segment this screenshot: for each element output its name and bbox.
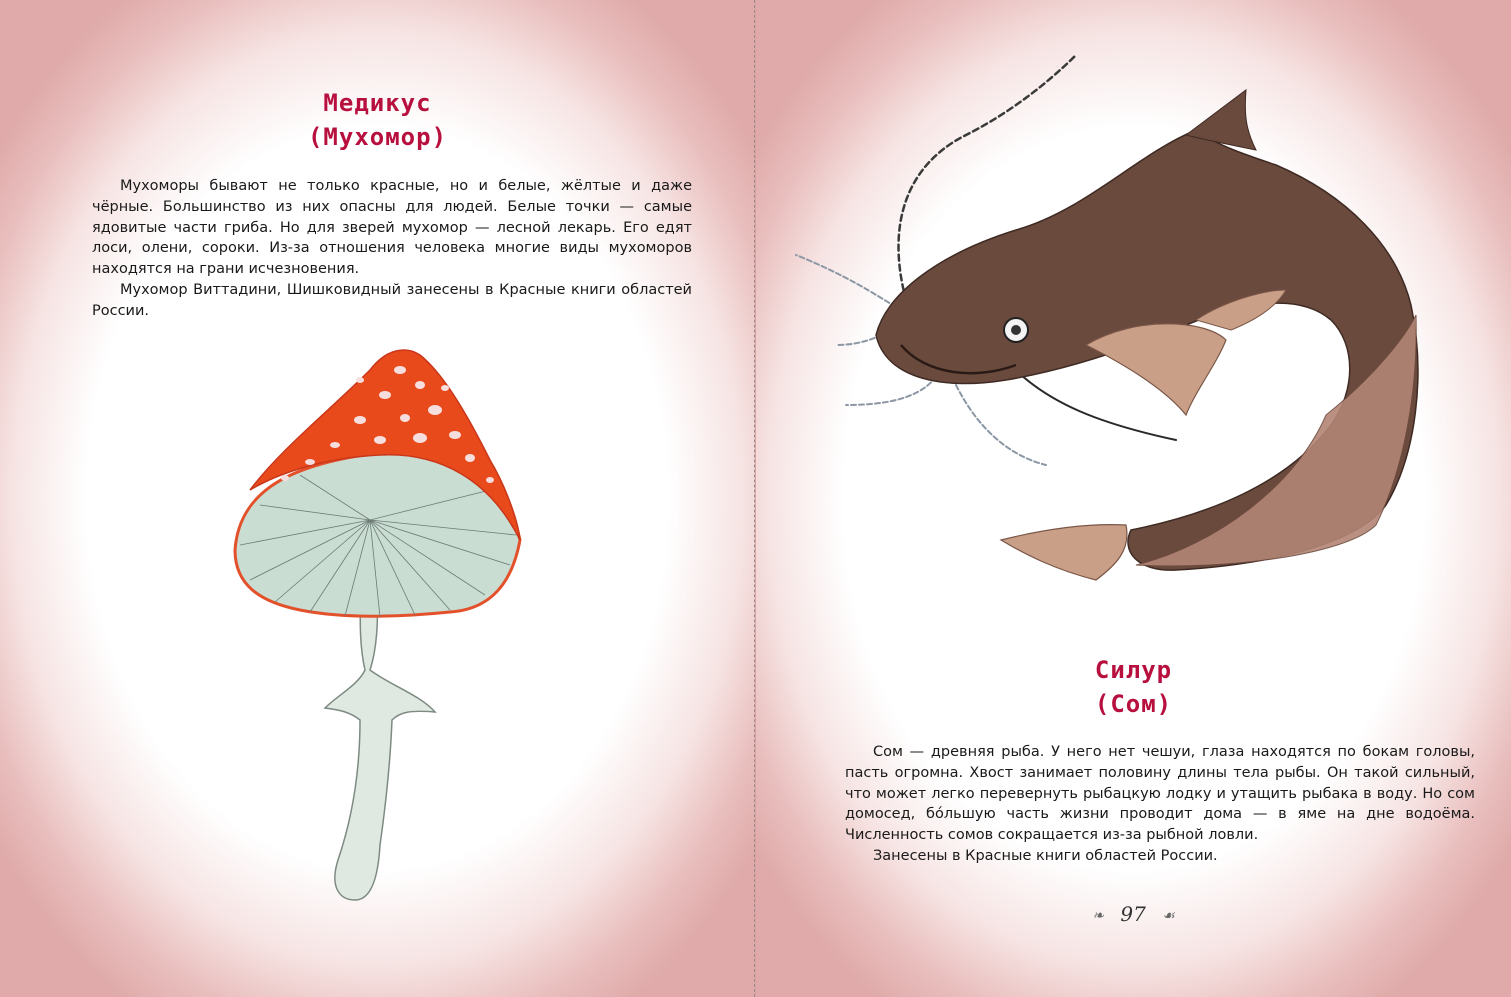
left-paragraph-2: Мухомор Виттадини, Шишковидный занесены в Красные книги областей России. <box>92 281 692 319</box>
right-body-text <box>845 742 1475 867</box>
catfish-pectoral-fin <box>1086 324 1226 415</box>
catfish-icon <box>786 45 1486 605</box>
right-paragraph-2: Занесены в Красные книги областей России. <box>873 847 1218 864</box>
left-page-title <box>0 86 755 154</box>
right-title-line-1: Силур <box>1094 656 1173 684</box>
left-page <box>0 0 755 997</box>
right-title-line-2: (Сом) <box>1094 690 1173 718</box>
catfish-tail-fin <box>1001 525 1127 580</box>
page-footer <box>756 902 1511 926</box>
flourish-left-icon: ❧ <box>1092 907 1104 924</box>
left-paragraph-1: Мухоморы бывают не только красные, но и белые, жёлтые и даже чёрные. Большинство из них опасны для людей. Белые точки — самые ядовитые части гриба. Но для зверей мухомор — лесной лекарь. Его едят лоси, олени, сороки. Из-за отношения человека многие виды мухоморов находятся на грани исчезновения. <box>92 178 692 278</box>
page-number: 97 <box>1120 902 1146 926</box>
right-page <box>756 0 1511 997</box>
fly-agaric-mushroom-icon <box>220 340 540 920</box>
left-title-line-2: (Мухомор) <box>307 123 448 151</box>
catfish-whisker-left-1 <box>796 255 896 307</box>
page-fold <box>754 0 755 997</box>
flourish-right-icon: ☙ <box>1162 907 1175 924</box>
right-paragraph-1: Сом — древняя рыба. У него нет чешуи, глаза находятся по бокам головы, пасть огромна. Хвост занимает половину длины тела рыбы. Он такой сильный, что может легко перевернуть рыбацкую лодку и утащить рыбака в воду. Но сом домосед, бо́льшую часть жизни проводит дома — в яме на дне водоёма. Численность сомов сокращается из-за рыбной ловли. <box>845 744 1475 844</box>
right-page-title <box>756 653 1511 721</box>
catfish-whisker-lower-2 <box>956 385 1046 465</box>
left-body-text <box>92 176 692 322</box>
left-title-line-1: Медикус <box>323 89 432 117</box>
